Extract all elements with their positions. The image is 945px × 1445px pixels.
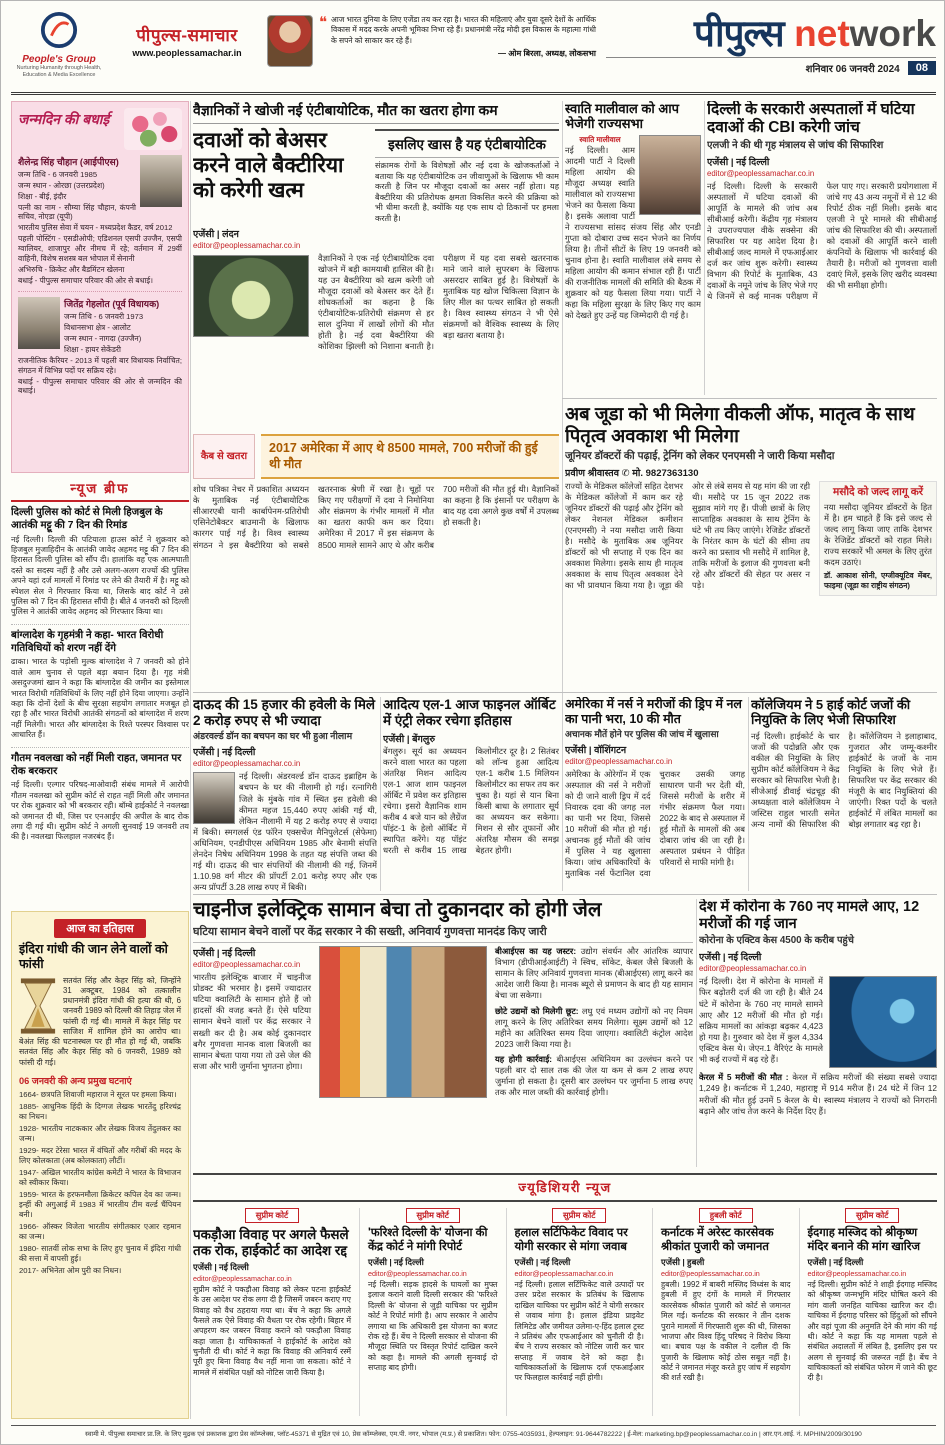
dawood-body: नई दिल्ली। अंडरवर्ल्ड डॉन दाऊद इब्राहिम के बचपन के घर की नीलामी हो गई। रत्नागिरी जिले के मुंबके गांव में स्थित इस हवेली की कीमत महज 15,440 रुपए आंकी गई थी, लेकिन नीलामी में यह 2 करोड़ रुपए से ज्यादा में बिकी। स्मगलर्स एंड फॉरेन एक्सचेंज मैनिपुलेटर्स (सेफेमा) अधिनियम, एनडीपीएस अधिनियम 1985 और बेनामी संपत्ति लेनदेन निषेध अधिनियम 1998 के तहत यह संपत्ति जब्त की गई थी। दाऊद की चार संपत्तियों की नीलामी की गई, जिनमें 1.10.98 वर्ग मीटर की प्रॉपर्टी 2.01 करोड़ रुपए और एक अन्य प्रॉपर्टी 3.28 लाख रुपए में बिकी। xyxy=(193,771,377,891)
judiciary-email[interactable]: editor@peoplessamachar.co.in xyxy=(661,1269,760,1279)
profile-name: जितेंद्र गेहलोत (पूर्व विधायक) xyxy=(64,299,160,310)
lead-sidebox-title: इसलिए खास है यह एंटीबायोटिक xyxy=(375,129,559,158)
china-left-column xyxy=(193,946,311,1101)
brand-wordmark xyxy=(606,9,936,52)
judiciary-body: सुप्रीम कोर्ट ने पकड़ौआ विवाह को लेकर पटना हाईकोर्ट के उस आदेश पर रोक लगा दी है जिसमें जबरन कराए गए विवाह को वैध ठहराया गया था। बेंच ने कहा कि अगले फैसले तक ऐसे विवाह की वैधता पर रोक रहेगी। बिहार में अपहरण कर जबरन विवाह कराने को पकड़ौआ विवाह कहा जाता है। याचिकाकर्ता ने हाईकोर्ट के आदेश को चुनौती दी थी। कोर्ट ने कहा कि विवाह की अनिवार्य रस्में पूरी हुए बिना विवाह वैध नहीं माना जा सकता। कोर्ट ने मामले में संबंधित पक्षों को नोटिस जारी किया है। xyxy=(193,1284,351,1377)
row-divider xyxy=(193,692,937,693)
cbi-headline: दिल्ली के सरकारी अस्पतालों में घटिया दवाओं की CBI करेगी जांच xyxy=(707,101,915,137)
history-subhead: 06 जनवरी की अन्य प्रमुख घटनाएं xyxy=(19,1076,132,1087)
profile-line: राजनीतिक कैरियर - 2013 में पहली बार विधायक निर्वाचित; संगठन में विभिन्न पदों पर सक्रिय रहे। xyxy=(18,355,182,375)
court-tag: सुप्रीम कोर्ट xyxy=(552,1208,606,1223)
judiciary-email[interactable]: editor@peoplessamachar.co.in xyxy=(368,1269,467,1279)
quote-attribution: — ओम बिरला, अध्यक्ष, लोकसभा xyxy=(498,48,596,58)
column-divider xyxy=(696,899,697,1167)
judiciary-body: हुबली। 1992 में बाबरी मस्जिद विध्वंस के बाद हुबली में हुए दंगों के मामले में गिरफ्तार कारसेवक श्रीकांत पुजारी को कोर्ट से जमानत मिल गई। कर्नाटक की सरकार ने तीन दशक पुराने मामलों में गिरफ्तारी शुरू की थी, जिसका भाजपा और विश्व हिंदू परिषद ने विरोध किया था। बचाव पक्ष के वकील ने दलील दी कि पुजारी के खिलाफ कोई ठोस सबूत नहीं है। कोर्ट ने जमानत मंजूर करते हुए जांच में सहयोग की शर्त रखी है। xyxy=(661,1280,791,1383)
nurse-byline: एजेंसी | वॉशिंगटन xyxy=(565,744,627,756)
judiciary-email[interactable]: editor@peoplessamachar.co.in xyxy=(514,1269,614,1279)
judiciary-band xyxy=(193,1173,937,1202)
dateline xyxy=(606,57,936,75)
hourglass-icon xyxy=(19,978,57,1034)
column-divider xyxy=(704,101,705,395)
juda-body-text: राज्यों के मेडिकल कॉलेजों सहित देशभर के मेडिकल कॉलेजों में काम कर रहे जूनियर डॉक्टरों की पढ़ाई और ट्रेनिंग को लेकर नेशनल मेडिकल कमीशन (एनएमसी) ने नया मसौदा जारी किया है। मसौदे के मुताबिक अब जूनियर डॉक्टरों को भी सप्ताह में एक दिन का अवकाश मिलेगा। इसके साथ ही मातृत्व अवकाश के साथ पितृत्व अवकाश देने का भी प्रावधान किया गया है। जूड़ा की ओर से लंबे समय से यह मांग की जा रही थी। मसौदे पर 15 जून 2022 तक सुझाव मांगे गए हैं। पीजी छात्रों के लिए साप्ताहिक अवकाश के साथ ट्रेनिंग के घंटे भी तय किए जाएंगे। रेजिडेंट डॉक्टरों के निरंतर काम के घंटों की सीमा तय करने का प्रस्ताव भी मसौदे में शामिल है, ताकि मरीजों के इलाज की गुणवत्ता बनी रहे और डॉक्टरों की सेहत पर असर न पड़े। xyxy=(565,480,810,591)
judiciary-body: नई दिल्ली। हलाल सर्टिफिकेट वाले उत्पादों पर उत्तर प्रदेश सरकार के प्रतिबंध के खिलाफ दाखिल याचिका पर सुप्रीम कोर्ट ने योगी सरकार से जवाब मांगा है। हलाल इंडिया प्राइवेट लिमिटेड और जमीयत उलेमा-ए-हिंद हलाल ट्रस्ट ने प्रतिबंध और एफआईआर को चुनौती दी है। बेंच ने राज्य सरकार को नोटिस जारी कर चार सप्ताह में जवाब देने को कहा है। याचिकाकर्ताओं के खिलाफ दर्ज एफआईआर पर फिलहाल कार्रवाई नहीं होगी। xyxy=(514,1280,644,1383)
flowers-image xyxy=(124,108,182,150)
website-link[interactable]: www.peoplessamachar.in xyxy=(132,48,242,58)
china-action-label: यह होगी कार्रवाई: xyxy=(495,1053,553,1064)
profile-line: शिक्षा - हायर सेकेंडरी xyxy=(64,345,122,355)
china-msme-label: छोटे उद्यमों को मिलेगी छूट: xyxy=(495,1005,579,1016)
judiciary-section xyxy=(193,1173,937,1419)
dawood-byline: एजेंसी | नई दिल्ली xyxy=(193,747,256,759)
birthday-header xyxy=(18,108,182,150)
profile-line: पत्नी का नाम - सौम्या सिंह चौहान, कंपनी सचिव, नोएडा (यूपी) xyxy=(18,202,136,222)
judiciary-column xyxy=(808,1208,938,1416)
profile-line: जन्म स्थान - नागदा (उज्जैन) xyxy=(64,334,142,344)
profile-line: बधाई - पीपुल्स समाचार परिवार की ओर से जन्मदिन की बधाई। xyxy=(18,376,182,396)
profile-line: अभिरुचि - क्रिकेट और बैडमिंटन खेलना xyxy=(18,264,125,274)
profile-line: जन्म स्थान - ओरछा (उत्तरप्रदेश) xyxy=(18,180,105,190)
aditya-headline: आदित्य एल-1 आज फाइनल ऑर्बिट में एंट्री लेकर रचेगा इतिहास xyxy=(383,697,556,728)
brand-hindi: पीपुल्स xyxy=(693,13,784,54)
lead-body-1 xyxy=(193,253,559,429)
dawood-headline: दाऊद की 15 हजार की हवेली के मिले 2 करोड़ रुपए से भी ज्यादा xyxy=(193,697,376,728)
lead-body-2: शोध पत्रिका नेचर में प्रकाशित अध्ययन के मुताबिक नई एंटीबायोटिक सीआरएबी यानी कार्बापेनम-प्रतिरोधी एसिनेटोबैक्टर बाउमानी के खिलाफ कारगर पाई गई है। विश्व स्वास्थ्य संगठन ने इस बैक्टीरिया को सबसे खतरनाक श्रेणी में रखा है। चूहों पर किए गए परीक्षणों में दवा ने निमोनिया और संक्रमण के गंभीर मामलों में मौत का खतरा काफी कम कर दिया। अमेरिका में 2017 में इस संक्रमण के 8500 मामले सामने आए थे और करीब 700 मरीजों की मौत हुई थी। वैज्ञानिकों का कहना है कि इंसानों पर परीक्षण के बाद यह दवा अगले कुछ वर्षों में उपलब्ध हो सकती है। xyxy=(193,484,559,550)
court-tag: हुबली कोर्ट xyxy=(699,1208,753,1223)
brief-headline: गौतम नवलखा को नहीं मिली राहत, जमानत पर रोक बरकरार xyxy=(11,752,182,777)
quote-texts xyxy=(319,15,596,88)
row-divider xyxy=(562,398,937,399)
logo-group-name: People's Group xyxy=(22,54,96,65)
judiciary-byline: एजेंसी | नई दिल्ली xyxy=(807,1257,864,1268)
judiciary-columns xyxy=(193,1208,937,1416)
china-action-text: बीआईएस अधिनियम का उल्लंघन करने पर पहली बार दो साल तक की जेल या कम से कम 2 लाख रुपए जुर्माना हो सकता है। दूसरी बार उल्लंघन पर जुर्माना 5 लाख रुपए तक और माल जब्ती की कार्रवाई होगी। xyxy=(495,1053,693,1097)
jitendra-gehlot-photo xyxy=(18,297,60,349)
masthead-samachar-title: पीपुल्स-समाचार xyxy=(136,26,238,45)
judiciary-byline: एजेंसी | नई दिल्ली xyxy=(368,1257,424,1268)
history-body: सतवंत सिंह और केहर सिंह को, जिन्होंने 31 अक्टूबर, 1984 को तत्कालीन प्रधानमंत्री इंदिरा गांधी की हत्या की थी, 6 जनवरी 1989 को दिल्ली की तिहाड़ जेल में फांसी दी गई थी। मामले में केहर सिंह पर साजिश में शामिल होने का आरोप था। बेअंत सिंह की घटनास्थल पर ही मौत हो गई थी, जबकि सतवंत सिंह और केहर सिंह को 6 जनवरी, 1989 को फांसी दी गई। xyxy=(19,975,181,1067)
aditya-l1-story xyxy=(383,697,559,891)
lead-highlight-row xyxy=(193,434,559,479)
judiciary-title: ज्यूडिशियरी न्यूज xyxy=(518,1180,612,1195)
juda-pull-attribution: डॉ. आकाश सोनी, एग्जीक्यूटिव मेंबर, फाइमा (जूडा का राष्ट्रीय संगठन) xyxy=(824,570,932,591)
court-tag: सुप्रीम कोर्ट xyxy=(406,1208,460,1223)
history-event: 1959- भारत के हरफनमौला क्रिकेटर कपिल देव का जन्म। इन्हीं की अगुआई में 1983 में भारतीय टीम वर्ल्ड चैंपियन बनी। xyxy=(19,1190,181,1220)
brief-headline: दिल्ली पुलिस को कोर्ट से मिली हिजबुल के आतंकी मट्टू की 7 दिन की रिमांड xyxy=(11,507,163,531)
peoples-group-logo xyxy=(11,9,107,88)
cbi-body: नई दिल्ली। दिल्ली के सरकारी अस्पतालों में घटिया दवाओं की आपूर्ति के मामले की जांच अब सीबीआई करेगी। केंद्रीय गृह मंत्रालय ने उपराज्यपाल वीके सक्सेना की सिफारिश पर यह आदेश दिया है। सीबीआई जल्द मामले में एफआईआर दर्ज कर जांच शुरू करेगी। स्वास्थ्य विभाग की रिपोर्ट के मुताबिक, 43 दवाओं के नमूने जांच के लिए भेजे गए थे जिनमें से कई मानक परीक्षण में फेल पाए गए। सरकारी प्रयोगशाला में जांचे गए 43 अन्य नमूनों में से 12 की रिपोर्ट ठीक नहीं मिली। इसके बाद एलजी ने पूरे मामले की सीबीआई जांच की सिफारिश की थी। अस्पतालों को दवाओं की आपूर्ति करने वाली कंपनियों के खिलाफ भी कार्रवाई की तैयारी है। मरीजों को गुणवत्ता वाली दवाएं मिलें, इसके लिए खरीद व्यवस्था की भी समीक्षा होगी। xyxy=(707,181,937,302)
lead-headline: दवाओं को बेअसर करने वाले बैक्टीरिया को करेगी खत्म xyxy=(193,129,344,202)
brief-headline: बांग्लादेश के गृहमंत्री ने कहा- भारत विरोधी गतिविधियों को शरण नहीं देंगे xyxy=(11,629,164,654)
column-divider xyxy=(380,697,381,891)
judiciary-email[interactable]: editor@peoplessamachar.co.in xyxy=(193,1273,292,1283)
corona-byline: एजेंसी | नई दिल्ली xyxy=(699,952,762,964)
lead-byline: एजेंसी | लंदन xyxy=(193,229,239,241)
birthday-wishes-box xyxy=(11,101,189,473)
profile-line: बधाई - पीपुल्स समाचार परिवार की ओर से बधाई। xyxy=(18,275,153,285)
brief-body: ढाका। भारत के पड़ोसी मुल्क बांग्लादेश ने 7 जनवरी को होने वाले आम चुनाव से पहले बड़ा बयान दिया है। गृह मंत्री असदुज्जमां खान ने कहा कि बांग्लादेश की जमीन का इस्तेमाल भारत विरोधी गतिविधियों के लिए नहीं होने दिया जाएगा। उन्होंने कहा कि दोनों देशों के बीच सुरक्षा सहयोग लगातार मजबूत हो रहा है और भारत विरोधी आतंकी संगठनों को बांग्लादेश में शरण नहीं मिलेगी। भारत और बांग्लादेश के रिश्ते परस्पर विश्वास पर आधारित हैं। xyxy=(11,657,189,740)
corona-story xyxy=(699,899,937,1167)
nurse-body: अमेरिका के ओरेगॉन में एक अस्पताल की नर्स ने मरीजों को दी जाने वाली ड्रिप में दर्द निवारक दवा की जगह नल का पानी भर दिया, जिससे 10 मरीजों की मौत हो गई। अचानक हुई मौतों की जांच में पुलिस ने यह खुलासा किया। जांच अधिकारियों के मुताबिक नर्स फेंटानिल दवा चुराकर उसकी जगह साधारण पानी भर देती थी, जिससे मरीजों के शरीर में गंभीर संक्रमण फैल गया। 2022 के बाद से अस्पताल में हुई मौतों के मामलों की अब दोबारा जांच की जा रही है। अस्पताल प्रबंधन ने पीड़ित परिवारों से माफी मांगी है। xyxy=(565,768,745,879)
profile-line: जन्म तिथि - 6 जनवरी 1985 xyxy=(18,170,98,179)
judiciary-headline: ईदगाह मस्जिद को श्रीकृष्ण मंदिर बनाने की मांग खारिज xyxy=(807,1227,920,1253)
lead-highlight: 2017 अमेरिका में आए थे 8500 मामले, 700 मरीजों की हुई थी मौत xyxy=(261,434,559,479)
news-brief-title: न्यूज ब्रीफ xyxy=(11,479,189,502)
column-divider xyxy=(190,101,191,1419)
court-tag: सुप्रीम कोर्ट xyxy=(245,1208,299,1223)
corona-kerala-text: केरल में सक्रिय मरीजों की संख्या सबसे ज्यादा 1,249 है। कर्नाटक में 1,240, महाराष्ट्र में 914 मरीज हैं। 24 घंटे में जिन 12 मरीजों की मौत हुई उनमें 5 केरल के थे। स्वास्थ्य मंत्रालय ने राज्यों को निगरानी बढ़ाने और जांच तेज करने के निर्देश दिए हैं। xyxy=(699,1072,937,1116)
history-box xyxy=(11,911,189,1419)
judiciary-headline: कर्नाटक में अरेस्ट कारसेवक श्रीकांत पुजारी को जमानत xyxy=(661,1227,774,1253)
history-title: आज का इतिहास xyxy=(54,919,145,938)
china-msme-text: लघु एवं मध्यम उद्योगों को नए नियम लागू करने के लिए अतिरिक्त समय मिलेगा। सूक्ष्म उद्यमों को 12 महीने का अतिरिक्त समय दिया जाएगा। क्वालिटी कंट्रोल आदेश 2023 जारी किया गया है। xyxy=(495,1005,693,1049)
lead-kicker: वैज्ञानिकों ने खोजी नई एंटीबायोटिक, मौत का खतरा होगा कम xyxy=(193,101,559,124)
lead-body-text-1: वैज्ञानिकों ने एक नई एंटीबायोटिक दवा खोजने में बड़ी कामयाबी हासिल की है। यह उन बैक्टीरिया को खत्म करेगी जो मौजूदा दवाओं को बेअसर कर देते हैं। शोधकर्ताओं का कहना है कि एंटीबायोटिक-प्रतिरोधी संक्रमण से हर साल दुनिया में लाखों लोगों की मौत होती है। नई दवा बैक्टीरिया की कोशिका झिल्ली को निशाना बनाती है। परीक्षण में यह दवा सबसे खतरनाक माने जाने वाले सुपरबग के खिलाफ असरदार साबित हुई है। विशेषज्ञों के मुताबिक यह खोज चिकित्सा विज्ञान के लिए मील का पत्थर साबित हो सकती है। विश्व स्वास्थ्य संगठन ने भी ऐसे संक्रमणों को वैश्विक स्वास्थ्य के लिए बड़ा खतरा बताया है। xyxy=(318,253,559,352)
china-bis-text: उद्योग संवर्धन और आंतरिक व्यापार विभाग (डीपीआईआईटी) ने स्विच, सॉकेट, केबल जैसे बिजली के सामान के लिए अनिवार्य गुणवत्ता मानक (बीआईएस) लागू करने का आदेश जारी किया है। मानक ब्यूरो से प्रमाणन के बाद ही यह सामान बेचा जा सकेगा। xyxy=(495,946,693,1001)
aditya-byline: एजेंसी | बेंगलुरु xyxy=(383,733,436,745)
dawood-haveli-story xyxy=(193,697,377,891)
juda-subhead: जूनियर डॉक्टरों की पढ़ाई, ट्रेनिंग को लेकर एनएमसी ने जारी किया मसौदा xyxy=(565,449,835,462)
juda-pull-head: मसौदे को जल्द लागू करें xyxy=(832,485,924,498)
juda-body xyxy=(565,481,937,673)
us-nurse-story xyxy=(565,697,745,891)
peoples-group-logo-icon xyxy=(40,11,78,49)
profile-name: शैलेन्द्र सिंह चौहान (आईपीएस) xyxy=(18,157,119,167)
cbi-subhead: एलजी ने की थी गृह मंत्रालय से जांच की सिफारिश xyxy=(707,139,884,151)
china-action-para xyxy=(495,1054,693,1098)
cbi-probe-story xyxy=(707,101,937,395)
china-msme-para xyxy=(495,1006,693,1050)
aditya-body: बेंगलुरु। सूर्य का अध्ययन करने वाला भारत का पहला अंतरिक्ष मिशन आदित्य एल-1 आज शाम फाइनल ऑर्बिट में प्रवेश कर इतिहास रचेगा। इसरो वैज्ञानिक शाम करीब 4 बजे यान को लैग्रेंज पॉइंट-1 के हेलो ऑर्बिट में स्थापित करेंगे। यह पॉइंट धरती से करीब 15 लाख किलोमीटर दूर है। 2 सितंबर को लॉन्च हुआ आदित्य एल-1 करीब 1.5 मिलियन किलोमीटर का सफर तय कर चुका है। यहां से यान बिना किसी बाधा के लगातार सूर्य का अध्ययन कर सकेगा। मिशन से सौर तूफानों और अंतरिक्ष मौसम की समझ बेहतर होगी। xyxy=(383,745,559,856)
juda-pull-quote xyxy=(819,481,937,597)
collegium-headline: कॉलेजियम ने 5 हाई कोर्ट जजों की नियुक्ति के लिए भेजी सिफारिश xyxy=(751,697,911,728)
coronavirus-photo xyxy=(829,976,937,1068)
judiciary-column xyxy=(661,1208,800,1416)
history-event: 1928- भारतीय नाटककार और लेखक विजय तेंदुलकर का जन्म। xyxy=(19,1124,181,1144)
judiciary-column xyxy=(193,1208,360,1416)
history-event: 2017- अभिनेता ओम पुरी का निधन। xyxy=(19,1266,122,1276)
corona-headline: देश में कोरोना के 760 नए मामले आए, 12 मरीजों की गई जान xyxy=(699,899,920,933)
chinese-goods-story xyxy=(193,899,693,1167)
judiciary-byline: एजेंसी | नई दिल्ली xyxy=(193,1261,249,1272)
judiciary-byline: एजेंसी | हुबली xyxy=(661,1257,705,1268)
lead-head-row xyxy=(193,129,559,224)
birthday-profile xyxy=(18,291,182,397)
lab-petri-dish-photo xyxy=(193,255,309,337)
china-email[interactable]: editor@peoplessamachar.co.in xyxy=(193,960,301,970)
history-headline: इंदिरा गांधी की जान लेने वालों को फांसी xyxy=(19,942,168,972)
juda-pull-body: नया मसौदा जूनियर डॉक्टरों के हित में है। हम चाहते हैं कि इसे जल्द से जल्द लागू किया जाए ताकि देशभर के रेजिडेंट डॉक्टरों को राहत मिले। राज्य सरकारें भी अमल के लिए तुरंत कदम उठाएं। xyxy=(824,501,932,567)
judiciary-headline: पकड़ौआ विवाह पर अगले फैसले तक रोक, हाईकोर्ट का आदेश रद्द xyxy=(193,1227,349,1258)
dawood-email[interactable]: editor@peoplessamachar.co.in xyxy=(193,759,301,769)
news-brief-item xyxy=(11,747,189,843)
china-content-row xyxy=(193,946,693,1101)
lead-tag: कैब से खतरा xyxy=(193,434,255,479)
brief-body: नई दिल्ली। दिल्ली की पटियाला हाउस कोर्ट ने शुक्रवार को हिजबुल मुजाहिदीन के आतंकी जावेद अहमद मट्टू की 7 दिन की हिरासत दिल्ली पुलिस को सौंप दी। हालांकि वह एक आत्मघाती दस्ते का सदस्य नहीं है और उसे अलग-अलग राज्यों की पुलिस अपने यहां दर्ज मामलों में रिमांड पर लेने की तैयारी में है। मट्टू को स्पेशल सेल ने गिरफ्तार किया था, जिसके बाद कोर्ट ने उसे पुलिस को 7 दिन की हिरासत सौंपी है। बीते 4 जनवरी को दिल्ली पुलिस ने आतंकी जावेद अहमद को गिरफ्तार किया था। xyxy=(11,534,189,617)
profile-line: भारतीय पुलिस सेवा में चयन - मध्यप्रदेश कैडर, वर्ष 2012 xyxy=(18,223,173,233)
column-divider xyxy=(748,697,749,891)
china-headline: चाइनीज इलेक्ट्रिक सामान बेचा तो दुकानदार को होगी जेल xyxy=(193,899,602,921)
history-event: 1885- आधुनिक हिंदी के दिग्गज लेखक भारतेंदु हरिश्चंद्र का निधन। xyxy=(19,1102,181,1122)
swati-body: नई दिल्ली। आम आदमी पार्टी ने दिल्ली महिला आयोग की मौजूदा अध्यक्ष स्वाति मालीवाल को राज्यसभा भेजने का फैसला किया है। इसके अलावा पार्टी ने राज्यसभा सांसद संजय सिंह और एनडी गुप्ता को दोबारा उच्च सदन भेजने का निर्णय लिया है। तीनों सीटों के लिए 19 जनवरी को चुनाव होना है। स्वाति मालीवाल लंबे समय से महिला आयोग की कमान संभाल रही हैं। पार्टी की राजनीतिक मामलों की समिति की बैठक में शुक्रवार को यह फैसला लिया गया। पार्टी ने कहा कि महिला सुरक्षा के लिए किए गए काम को देखते हुए उन्हें यह जिम्मेदारी दी गई है। xyxy=(565,144,701,321)
brand-work: work xyxy=(849,13,936,54)
corona-email[interactable]: editor@peoplessamachar.co.in xyxy=(699,964,807,974)
corona-body-1: नई दिल्ली। देश में कोरोना के मामलों में फिर बढ़ोतरी दर्ज की जा रही है। बीते 24 घंटे में कोरोना के 760 नए मामले सामने आए और 12 मरीजों की मौत हो गई। सक्रिय मामलों का आंकड़ा बढ़कर 4,423 हो गया है। गुरुवार को देश में कुल 4,334 एक्टिव केस थे। जेएन.1 वैरिएंट के मामले भी कई राज्यों में बढ़ रहे हैं। xyxy=(699,976,823,1064)
masthead xyxy=(11,9,936,95)
history-event: 1966- ऑस्कर विजेता भारतीय संगीतकार एआर रहमान का जन्म। xyxy=(19,1222,181,1242)
swati-photo-caption: स्वाति मालीवाल xyxy=(579,134,621,144)
brief-body: नई दिल्ली। एल्गार परिषद-माओवादी संबंध मामले में आरोपी गौतम नवलखा को सुप्रीम कोर्ट से राहत नहीं मिली और जमानत पर रोक शुक्रवार को भी बरकरार रही। बॉम्बे हाईकोर्ट ने नवलखा को जमानत दी थी, जिस पर एनआईए की अपील के बाद रोक लगा दी गई थी। सुप्रीम कोर्ट ने अगली सुनवाई 19 जनवरी तय की है। नवलखा फिलहाल नजरबंद हैं। xyxy=(11,780,189,842)
dawood-body-wrap xyxy=(193,771,377,891)
dawood-ibrahim-photo xyxy=(193,772,235,824)
quote-text: ❝ आज भारत दुनिया के लिए एजेंडा तय कर रहा है। भारत की महिलाएं और युवा दूसरे देशों के आर्थिक विकास में मदद करके अपनी भूमिका निभा रहे हैं। प्रधानमंत्री नरेंद्र मोदी इस विकास के महात्मा गांधी के सपने को साकार कर रहे हैं। xyxy=(331,15,596,45)
swati-maliwal-story xyxy=(565,101,701,395)
juda-headline: अब जूडा को भी मिलेगा वीकली ऑफ, मातृत्व के साथ पितृत्व अवकाश भी मिलेगा xyxy=(565,403,915,446)
masthead-samachar xyxy=(117,9,257,88)
profile-line: विधानसभा क्षेत्र - आलोट xyxy=(64,323,131,333)
lead-sidebox xyxy=(375,129,559,224)
swati-maliwal-photo xyxy=(639,135,701,215)
lead-story xyxy=(193,101,559,689)
china-body-1: भारतीय इलेक्ट्रिक बाजार में चाइनीज प्रोडक्ट की भरमार है। इसमें ज्यादातर घटिया क्वालिटी के सामान होते हैं जो हादसों की वजह बनते हैं। ऐसे घटिया सामान बेचने वालों पर केंद्र सरकार ने सख्ती कर दी है। अब कोई दुकानदार बगैर गुणवत्ता मानक वाला बिजली का सामान बेचता पाया गया तो उसे जेल की सजा और भारी जुर्माना भुगतना होगा। xyxy=(193,972,311,1071)
history-event: 1929- मदर टेरेसा भारत में वंचितों और गरीबों की मदद के लिए कोलकाता (अब कोलकाता) लौटीं। xyxy=(19,1146,181,1166)
collegium-body: नई दिल्ली। हाईकोर्ट के चार जजों की पदोन्नति और एक वकील की नियुक्ति के लिए सुप्रीम कोर्ट कॉलेजियम ने केंद्र सरकार को सिफारिश भेजी है। सीजेआई डीवाई चंद्रचूड़ की अध्यक्षता वाले कॉलेजियम ने जस्टिस राहुल भारती समेत अन्य नामों की सिफारिश की है। कॉलेजियम ने इलाहाबाद, गुजरात और जम्मू-कश्मीर हाईकोर्ट के जजों के नाम नियुक्ति के लिए भेजे हैं। सिफारिश पर केंद्र सरकार की मंजूरी के बाद नियुक्तियां की जाएंगी। रिक्त पदों के चलते हाईकोर्ट में लंबित मामलों का बोझ लगातार बढ़ रहा है। xyxy=(751,730,937,829)
birthday-title: जन्मदिन की बधाई xyxy=(18,111,110,127)
news-brief-item xyxy=(11,507,189,618)
history-event: 1947- अखिल भारतीय कांग्रेस कमेटी ने भारत के विभाजन को स्वीकार किया। xyxy=(19,1168,181,1188)
logo-tagline: Nurturing Humanity through Health, Education & Media Excellence xyxy=(16,65,102,78)
history-event: 1980- सातवीं लोक सभा के लिए हुए चुनाव में इंदिरा गांधी की सत्ता में वापसी हुई। xyxy=(19,1244,181,1264)
corona-kerala-para xyxy=(699,1072,937,1116)
cbi-byline: एजेंसी | नई दिल्ली xyxy=(707,157,770,169)
corona-subhead: कोरोना के एक्टिव केस 4500 के करीब पहुंचे xyxy=(699,935,854,947)
swati-headline: स्वाति मालीवाल को आप भेजेगी राज्यसभा xyxy=(565,101,680,132)
judiciary-column xyxy=(368,1208,507,1416)
china-right-column xyxy=(495,946,693,1101)
brand-net: net xyxy=(794,13,850,54)
column-divider xyxy=(562,101,563,891)
judiciary-body: नई दिल्ली। सड़क हादसे के घायलों का मुफ्त इलाज कराने वाली दिल्ली सरकार की 'फरिश्ते दिल्ली के' योजना से जुड़ी याचिका पर सुप्रीम कोर्ट ने रिपोर्ट मांगी है। आप सरकार ने आरोप लगाया था कि अधिकारी इस योजना का बजट रोक रहे हैं। बेंच ने दिल्ली सरकार से योजना की मौजूदा स्थिति पर विस्तृत रिपोर्ट दाखिल करने को कहा है। मामले की अगली सुनवाई दो सप्ताह बाद होगी। xyxy=(368,1280,498,1372)
corona-content-row xyxy=(699,976,937,1068)
birthday-profile xyxy=(18,155,182,286)
news-brief-section xyxy=(11,479,189,905)
lead-email[interactable]: editor@peoplessamachar.co.in xyxy=(193,241,301,251)
row-divider xyxy=(193,894,937,895)
news-brief-item xyxy=(11,624,189,741)
cbi-email[interactable]: editor@peoplessamachar.co.in xyxy=(707,169,815,179)
judiciary-headline: 'फरिश्ते दिल्ली के' योजना की केंद्र कोर्ट ने मांगी रिपोर्ट xyxy=(368,1227,488,1253)
juda-byline: प्रवीण श्रीवास्तव ✆ मो. 9827363130 xyxy=(565,467,699,479)
brand-masthead xyxy=(606,9,936,88)
edition-date: शनिवार 06 जनवरी 2024 xyxy=(805,64,900,75)
judiciary-body: नई दिल्ली। सुप्रीम कोर्ट ने शाही ईदगाह मस्जिद को श्रीकृष्ण जन्मभूमि मंदिर घोषित करने की मांग वाली जनहित याचिका खारिज कर दी। याचिका में ईदगाह परिसर को हिंदुओं को सौंपने और वहां पूजा की अनुमति देने की मांग की गई थी। कोर्ट ने कहा कि यह मामला पहले से संबंधित अदालतों में लंबित है, इसलिए इस पर अलग से सुनवाई की जरूरत नहीं है। बेंच ने याचिकाकर्ता को संबंधित फोरम में जाने की छूट दी है। xyxy=(807,1280,937,1383)
profile-line: जन्म तिथि - 6 जनवरी 1973 xyxy=(64,312,144,322)
nurse-headline: अमेरिका में नर्स ने मरीजों की ड्रिप में नल का पानी भरा, 10 की मौत xyxy=(565,697,742,726)
quote-block xyxy=(267,9,596,88)
dawood-subhead: अंडरवर्ल्ड डॉन का बचपन का घर भी हुआ नीलाम xyxy=(193,730,353,741)
judiciary-headline: हलाल सर्टिफिकेट विवाद पर योगी सरकार से मांगा जवाब xyxy=(514,1227,628,1253)
shailendra-chauhan-photo xyxy=(140,155,182,207)
history-band xyxy=(19,919,181,938)
collegium-story xyxy=(751,697,937,891)
imprint-footer: स्वामी मे. पीपुल्स समाचार प्रा.लि. के लिए मुद्रक एवं प्रकाशक द्वारा प्रेस कॉम्प्लेक्स, प्लॉट-45371 से मुद्रित एवं 10, प्रेस कॉम्प्लेक्स, एम.पी. नगर, भोपाल (म.प्र.) से प्रकाशित। फोन: 0755-4035931, हेल्पलाइन: 91-9644782222 | ई-मेल: marketing.bp@peoplessamachar.co.in | आर.एन.आई. नं. MPHIN/2009/30190 xyxy=(11,1425,936,1442)
judiciary-email[interactable]: editor@peoplessamachar.co.in xyxy=(807,1269,907,1279)
china-subhead: घटिया सामान बेचने वालों पर केंद्र सरकार ने की सख्ती, अनिवार्य गुणवत्ता मानदंड किए जारी xyxy=(193,926,693,944)
profile-line: पहली पोस्टिंग - एसडीओपी; एडिशनल एसपी उज्जैन, एसपी ग्वालियर, शाजापुर और नीमच में रहे; वर्तमान में 29वीं वाहिनी, विशेष सशस्त्र बल भोपाल में सेनानी xyxy=(18,234,182,263)
electric-goods-photo xyxy=(319,946,487,1098)
page-number: 08 xyxy=(908,61,936,75)
om-birla-photo xyxy=(267,15,313,67)
china-byline: एजेंसी | नई दिल्ली xyxy=(193,948,256,960)
judiciary-byline: एजेंसी | नई दिल्ली xyxy=(514,1257,571,1268)
china-bis-label: बीआईएस का यह जस्टर: xyxy=(495,946,577,957)
nurse-subhead: अचानक मौतें होने पर पुलिस की जांच में खुलासा xyxy=(565,728,719,739)
nurse-email[interactable]: editor@peoplessamachar.co.in xyxy=(565,756,673,766)
juda-weekly-off-story xyxy=(565,403,937,689)
judiciary-column xyxy=(515,1208,654,1416)
china-bis-para xyxy=(495,946,693,1001)
profile-line: शिक्षा - बीई, इंदौर xyxy=(18,191,67,201)
history-event: 1664- छत्रपति शिवाजी महाराज ने सूरत पर हमला किया। xyxy=(19,1090,177,1100)
court-tag: सुप्रीम कोर्ट xyxy=(845,1208,899,1223)
corona-kerala-label: केरल में 5 मरीजों की मौत : xyxy=(699,1072,789,1083)
lead-sidebox-body: संक्रामक रोगों के विशेषज्ञों और नई दवा के खोजकर्ताओं ने बताया कि यह एंटीबायोटिक उन जीवाणुओं के खिलाफ भी काम करती है जिन पर मौजूदा दवाओं का असर नहीं होता। यह बैक्टीरिया की प्रतिरोधक क्षमता विकसित करने की प्रक्रिया को भी धीमा करती है, क्योंकि यह एक साथ दो ठिकानों पर हमला करती है। xyxy=(375,161,559,223)
